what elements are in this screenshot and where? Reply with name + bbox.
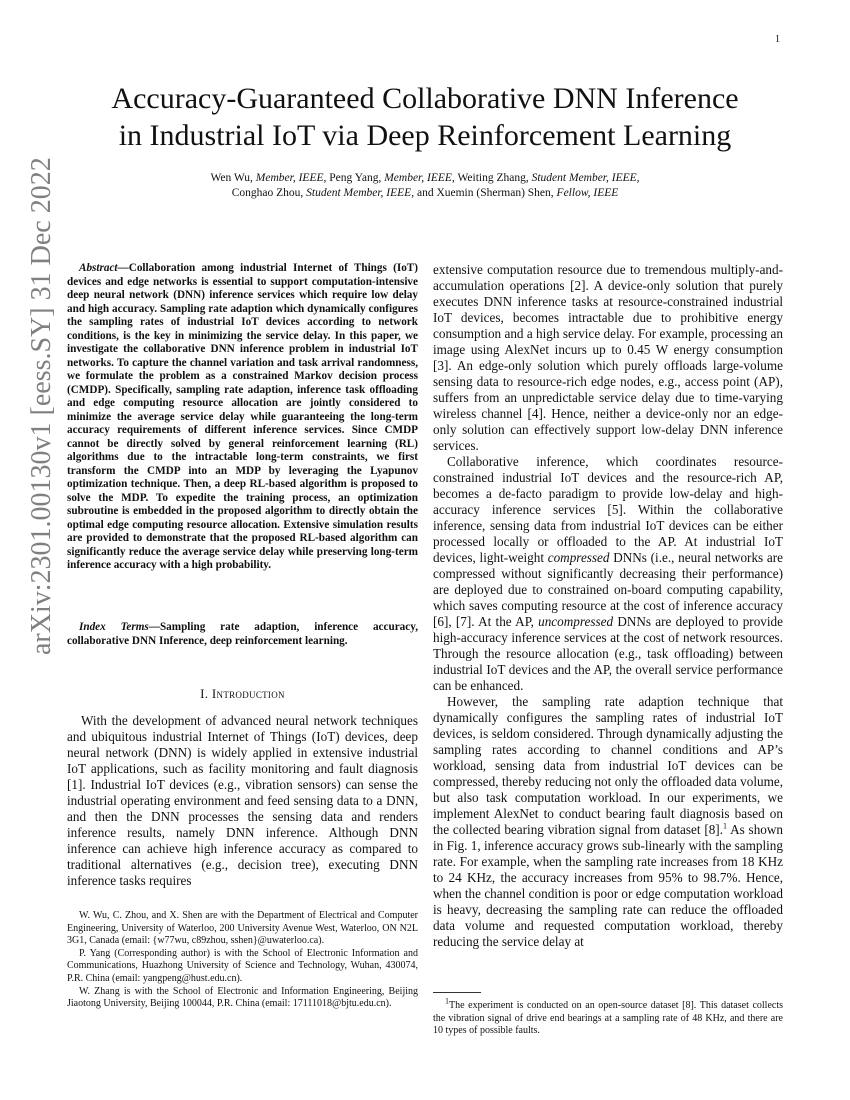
abstract-text: Collaboration among industrial Internet of Things (IoT) devices and edge networks is essential to support computation-intensive deep neural network (DNN) inference services which require low delay and high accuracy. Sampling rate adaption which dynamically configures the sampling rates of industrial IoT devices according to network conditions, is the key in minimizing the service delay. In this paper, we investigate the collaborative DNN inference problem in industrial IoT networks. To capture the channel variation and task arrival randomness, we formulate the problem as a constrained Markov decision process (CMDP). Specifically, sampling rate adaption, inference task offloading and edge computing resource allocation are jointly considered to minimize the average service delay while guaranteeing the long-term accuracy requirements of different inference services. Since CMDP cannot be directly solved by general reinforcement learning (RL) algorithms due to the intractable long-term constraints, we first transform the CMDP into an MDP by leveraging the Lyapunov optimization technique. Then, a deep RL-based algorithm is proposed to solve the MDP. To expedite the training process, an optimization subroutine is embedded in the proposed algorithm to directly obtain the optimal edge computing resource allocation. Extensive simulation results are provided to demonstrate that the proposed RL-based algorithm can significantly reduce the average service delay while preserving long-term inference accuracy with a high probability.: [67, 262, 418, 571]
footnote: [433, 996, 783, 1038]
paragraph-text: Collaborative inference, which coordinates resource-constrained industrial IoT devices and the resource-rich AP, becomes a de-facto paradigm to provide low-delay and high-accuracy inference services [5]. Within the collaborative inference, sensing data from industrial IoT devices can be either processed locally or offloaded to the AP. At industrial IoT devices, light-weight: [433, 454, 783, 565]
footnote-text: [433, 996, 783, 1038]
author-name: Wen Wu,: [210, 172, 256, 184]
arxiv-identifier-stamp: arXiv:2301.00130v1 [eess.SY] 31 Dec 2022: [26, 157, 57, 655]
author-role: Member, IEEE,: [255, 172, 327, 184]
emphasis-compressed: compressed: [547, 550, 610, 565]
footnote-rule: [433, 992, 481, 993]
paragraph-text: However, the sampling rate adaption technique that dynamically configures the sampling rates of industrial IoT devices, is seldom considered. Through dynamically adjusting the sampling rates according to channel conditions and AP’s workload, sensing data from industrial IoT devices can be compressed, thereby reducing not only the offloaded data volume, but also task computation workload. In our experiments, we implement AlexNet to conduct bearing fault diagnosis based on the collected bearing vibration signal from dataset [8].: [433, 694, 783, 837]
author-name: and Xuemin (Sherman) Shen,: [414, 187, 557, 199]
author-line-1: [40, 171, 810, 186]
footnote-body: The experiment is conducted on an open-source dataset [8]. This dataset collects the vibration signal of drive end bearings at a sampling rate of 48 KHz, and there are 10 types of possible faults.: [433, 1000, 783, 1037]
paper-title: [40, 80, 810, 154]
title-line-2: in Industrial IoT via Deep Reinforcement Learning: [118, 119, 732, 152]
footnote-area: [433, 992, 783, 993]
footnote-mark: 1: [445, 996, 449, 1006]
author-list: [40, 171, 810, 201]
abstract-dash: —: [117, 262, 129, 274]
author-name: Conghao Zhou,: [231, 187, 307, 199]
emphasis-uncompressed: uncompressed: [538, 614, 614, 629]
affiliation-zhang: W. Zhang is with the School of Electronic and Information Engineering, Beijing Jiaotong University, Beijing 100044, P.R. China (email: 17111018@bjtu.edu.cn).: [67, 985, 418, 1010]
index-terms-text: Sampling rate adaption, inference accuracy, collaborative DNN Inference, deep reinforcement learning.: [67, 621, 418, 647]
page-number: 1: [775, 34, 780, 45]
intro-paragraph-3: [433, 694, 783, 950]
author-line-2: [40, 186, 810, 201]
index-terms-dash: —: [148, 621, 160, 633]
section-heading-introduction: [67, 686, 418, 702]
affiliation-footnotes: [67, 910, 418, 1011]
paragraph-text: DNNs are deployed to provide high-accuracy inference services at the cost of network resources. Through the resource allocation (e.g., task offloading) between industrial IoT devices and the AP, the overall service performance can be enhanced.: [433, 614, 783, 693]
introduction-body-left: [67, 713, 418, 889]
author-role: Member, IEEE,: [384, 172, 455, 184]
abstract-paragraph: [67, 262, 418, 573]
section-number: I.: [200, 686, 212, 701]
intro-paragraph-2: [433, 454, 783, 694]
author-name: Weiting Zhang,: [454, 172, 532, 184]
author-role: Fellow, IEEE: [556, 187, 619, 199]
paragraph-text: DNNs (i.e., neural networks are compressed without significantly decreasing their performance) are deployed due to constrained on-board computing capability, which saves computing resource at the cost of inference accuracy [6], [7]. At the AP,: [433, 550, 783, 629]
paragraph-text: As shown in Fig. 1, inference accuracy grows sub-linearly with the sampling rate. For example, when the sampling rate increases from 18 KHz to 24 KHz, the accuracy increases from 95% to 98.7%. Hence, when the channel condition is poor or edge computation workload is heavy, decreasing the sampling rate can reduce the offloaded data volume and requested computation workload, thereby reducing the service delay at: [433, 822, 783, 949]
abstract-label: Abstract: [79, 262, 118, 274]
affiliation-yang: P. Yang (Corresponding author) is with the School of Electronic Information and Communications, Huazhong University of Science and Technology, Wuhan, 430074, P.R. China (email: yangpeng@hust.edu.cn).: [67, 947, 418, 984]
introduction-body-right: [433, 262, 783, 950]
section-title: Introduction: [211, 686, 285, 701]
abstract-section: [67, 262, 418, 573]
intro-paragraph-1: With the development of advanced neural network techniques and ubiquitous industrial Internet of Things (IoT) devices, deep neural network (DNN) is widely applied in extensive industrial IoT applications, such as facility monitoring and fault diagnosis [1]. Industrial IoT devices (e.g., vibration sensors) can sense the industrial operating environment and feed sensing data to a DNN, and then the DNN processes the sensing data and renders inference results, namely DNN inference. Although DNN inference can achieve high inference accuracy as compared to traditional alternatives (e.g., decision tree), executing DNN inference tasks requires: [67, 713, 418, 888]
author-name: Peng Yang,: [326, 172, 385, 184]
affiliation-wu-zhou-shen: W. Wu, C. Zhou, and X. Shen are with the Department of Electrical and Computer Engineering, University of Waterloo, 200 University Avenue West, Waterloo, ON N2L 3G1, Canada (email: {w77wu, c89zhou, sshen}@uwaterloo.ca).: [67, 910, 418, 947]
index-terms-paragraph: [67, 621, 418, 648]
author-role: Student Member, IEEE,: [306, 187, 415, 199]
footnote-reference: 1: [723, 821, 727, 831]
title-line-1: Accuracy-Guaranteed Collaborative DNN Inference: [111, 82, 739, 115]
index-terms-label: Index Terms: [79, 621, 149, 633]
index-terms-section: [67, 621, 418, 648]
intro-paragraph-1-continued: extensive computation resource due to tremendous multiply-and-accumulation operations [2]. A device-only solution that purely executes DNN inference tasks at resource-constrained industrial IoT devices, becomes intractable due to prohibitive energy consumption and a high service delay. For example, processing an image using AlexNet incurs up to 0.45 W energy consumption [3]. An edge-only solution which purely offloads large-volume sensing data to resource-rich edge nodes, e.g., access point (AP), suffers from an unpredictable service delay due to time-varying wireless channel [4]. Hence, neither a device-only nor an edge-only solution can effectively support low-delay DNN inference services.: [433, 262, 783, 453]
author-role: Student Member, IEEE,: [531, 172, 640, 184]
